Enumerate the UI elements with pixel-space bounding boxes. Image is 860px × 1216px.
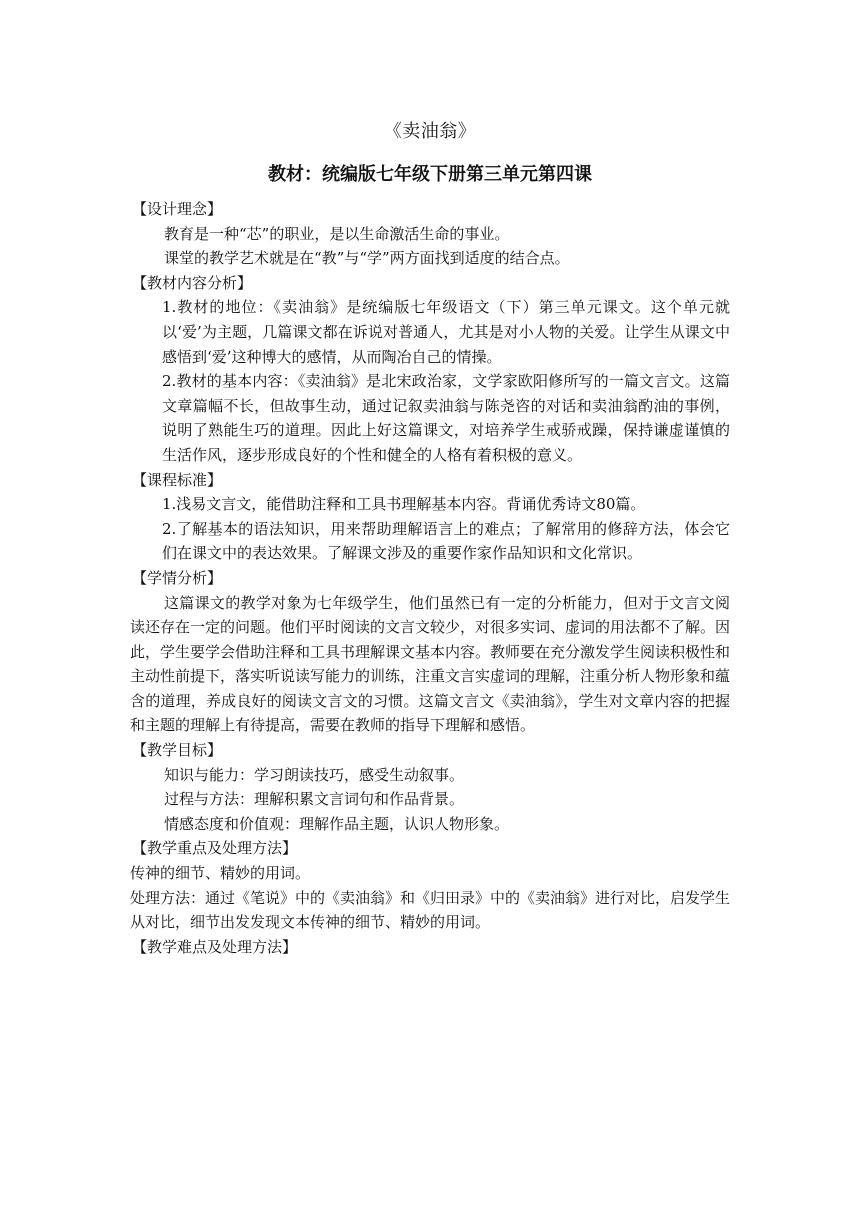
paragraph: 传神的细节、精妙的用词。 xyxy=(130,864,311,883)
section-standard xyxy=(130,468,730,566)
section-heading: 【教材内容分析】 xyxy=(132,273,253,292)
document-body xyxy=(130,197,730,959)
paragraph: 过程与方法：理解积累文言词句和作品背景。 xyxy=(164,790,465,809)
section-heading: 【课程标准】 xyxy=(132,470,223,489)
paragraph: 知识与能力：学习朗读技巧，感受生动叙事。 xyxy=(164,765,465,784)
section-difficulty xyxy=(130,935,730,960)
document-title: 《卖油翁》 xyxy=(383,121,477,142)
paragraph: 教育是一种“芯”的职业，是以生命激活生命的事业。 xyxy=(164,224,510,243)
section-goals xyxy=(130,738,730,836)
numbered-paragraph: 1.教材的地位：《卖油翁》是统编版七年级语文（下）第三单元课文。这个单元就以‘爱’为主题，几篇课文都在诉说对普通人，尤其是对小人物的关爱。让学生从课文中感悟到‘爱’这种博大的感情，从而陶冶自己的情操。 xyxy=(162,298,730,366)
paragraph: 这篇课文的教学对象为七年级学生，他们虽然已有一定的分析能力，但对于文言文阅读还存在一定的问题。他们平时阅读的文言文较少，对很多实词、虚词的用法都不了解。因此，学生要学会借助注释和工具书理解课文基本内容。教师要在充分激发学生阅读积极性和主动性前提下，落实听说读写能力的训练，注重文言实虚词的理解，注重分析人物形象和蕴含的道理，养成良好的阅读文言文的习惯。这篇文言文《卖油翁》，学生对文章内容的把握和主题的理解上有待提高，需要在教师的指导下理解和感悟。 xyxy=(130,593,731,735)
section-design xyxy=(130,197,730,271)
paragraph: 情感态度和价值观：理解作品主题，认识人物形象。 xyxy=(164,814,510,833)
paragraph: 处理方法：通过《笔说》中的《卖油翁》和《归田录》中的《卖油翁》进行对比，启发学生从对比，细节出发发现文本传神的细节、精妙的用词。 xyxy=(130,888,731,932)
section-analysis xyxy=(130,271,730,468)
section-learner xyxy=(130,566,730,738)
section-heading: 【教学难点及处理方法】 xyxy=(132,937,298,956)
numbered-paragraph: 2.了解基本的语法知识，用来帮助理解语言上的难点；了解常用的修辞方法，体会它们在课文中的表达效果。了解课文涉及的重要作家作品知识和文化常识。 xyxy=(162,519,730,563)
section-heading: 【设计理念】 xyxy=(132,200,223,218)
paragraph: 课堂的教学艺术就是在“教”与“学”两方面找到适度的结合点。 xyxy=(164,249,570,268)
section-heading: 【教学重点及处理方法】 xyxy=(132,839,298,858)
section-heading: 【教学目标】 xyxy=(132,741,223,760)
numbered-paragraph: 1.浅易文言文，能借助注释和工具书理解基本内容。背诵优秀诗文80篇。 xyxy=(162,495,646,514)
numbered-paragraph: 2.教材的基本内容：《卖油翁》是北宋政治家，文学家欧阳修所写的一篇文言文。这篇文章篇幅不长，但故事生动，通过记叙卖油翁与陈尧咨的对话和卖油翁酌油的事例，说明了熟能生巧的道理。因此上好这篇课文，对培养学生戒骄戒躁，保持谦虚谨慎的生活作风，逐步形成良好的个性和健全的人格有着积极的意义。 xyxy=(162,372,730,464)
document-subtitle: 教材：统编版七年级下册第三单元第四课 xyxy=(268,164,592,185)
section-key xyxy=(130,836,730,934)
section-heading: 【学情分析】 xyxy=(132,568,223,587)
